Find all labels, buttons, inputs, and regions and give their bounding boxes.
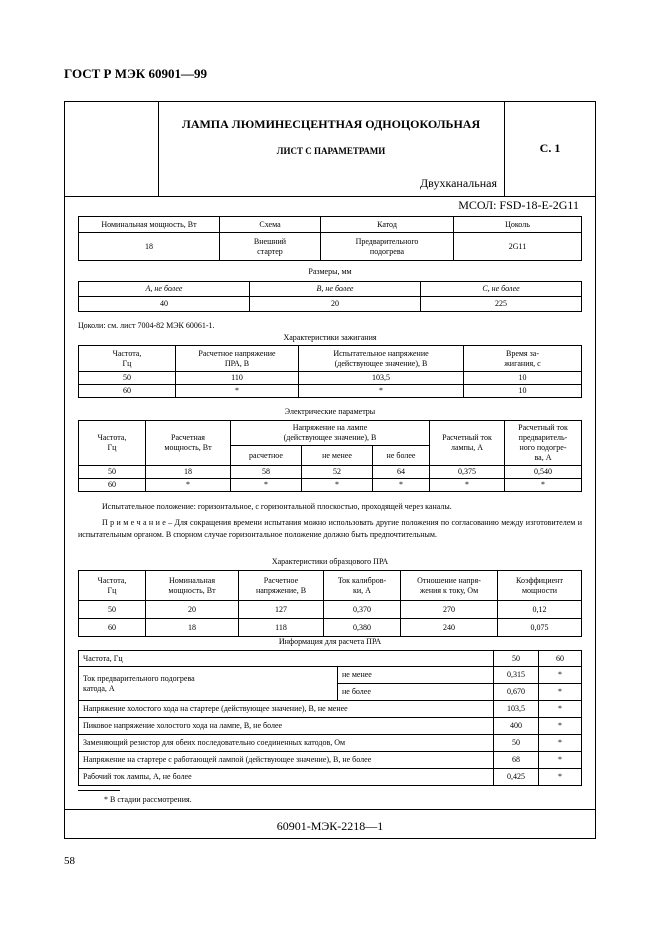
td-rb-60-voltage: 118 xyxy=(239,619,324,637)
td-ign-50-test: 103,5 xyxy=(299,372,464,385)
td-cathode: Предварительного подогрева xyxy=(321,233,454,261)
info-row-resistor-50: 50 xyxy=(494,735,539,752)
td-rb-60-pf: 0,075 xyxy=(498,619,582,637)
info-label: Информация для расчета ПРА xyxy=(278,637,382,646)
info-preheat-min-60: * xyxy=(539,667,582,684)
info-row-starter-run-50: 68 xyxy=(494,752,539,769)
info-preheat-label: Ток предварительного подогрева катода, А xyxy=(79,667,338,701)
lamp-title: ЛАМПА ЛЮМИНЕСЦЕНТНАЯ ОДНОЦОКОЛЬНАЯ xyxy=(181,117,481,131)
th-el-max: не более xyxy=(373,446,430,466)
th-rb-freq: Частота, Гц xyxy=(79,571,146,601)
td-el-50-power: 18 xyxy=(146,466,231,479)
td-dim-b: 20 xyxy=(250,297,421,312)
info-table xyxy=(78,650,582,786)
td-ign-50-freq: 50 xyxy=(79,372,176,385)
td-ign-50-time: 10 xyxy=(464,372,582,385)
th-ign-freq: Частота, Гц xyxy=(79,346,176,372)
lamp-type-table xyxy=(78,216,582,261)
td-scheme: Внешний стартер xyxy=(220,233,321,261)
dims-table xyxy=(78,281,582,312)
th-scheme: Схема xyxy=(220,217,321,233)
td-el-60-max: * xyxy=(373,479,430,492)
th-ign-voltage: Расчетное напряжение ПРА, В xyxy=(176,346,299,372)
th-rb-current: Ток калибров- ки, А xyxy=(324,571,401,601)
electrical-label: Электрические параметры xyxy=(284,407,376,416)
td-el-50-min: 52 xyxy=(302,466,373,479)
ref-ballast-table xyxy=(78,570,582,637)
info-row-peak-50: 400 xyxy=(494,718,539,735)
info-freq-label: Частота, Гц xyxy=(79,651,494,667)
td-rb-50-freq: 50 xyxy=(79,601,146,619)
th-cathode: Катод xyxy=(321,217,454,233)
remark-note: П р и м е ч а н и е – Для сокращения времени испытания можно использовать другие положения по согласованию между изготовителем и испытательным органом. В спорном случае горизонтальное положение должно быть предпочтительным. xyxy=(78,518,582,539)
th-ign-time: Время за- жигания, с xyxy=(464,346,582,372)
th-el-freq: Частота, Гц xyxy=(79,421,146,466)
td-ign-50-voltage: 110 xyxy=(176,372,299,385)
msol-code: МСОЛ: FSD-18-E-2G11 xyxy=(458,198,579,212)
info-preheat-max-60: * xyxy=(539,684,582,701)
th-el-voltage: Напряжение на лампе (действующее значение), В xyxy=(231,421,430,446)
th-rb-power: Номинальная мощность, Вт xyxy=(146,571,239,601)
td-el-60-power: * xyxy=(146,479,231,492)
info-preheat-max-label: не более xyxy=(338,684,494,701)
th-ign-test: Испытательное напряжение (действующее значение), В xyxy=(299,346,464,372)
info-row-starter-oc-50: 103,5 xyxy=(494,701,539,718)
footer-code: 60901-МЭК-2218—1 xyxy=(276,819,384,833)
info-row-resistor-60: * xyxy=(539,735,582,752)
td-el-60-calc: * xyxy=(231,479,302,492)
td-el-60-min: * xyxy=(302,479,373,492)
th-rb-voltage: Расчетное напряжение, В xyxy=(239,571,324,601)
td-rb-50-current: 0,370 xyxy=(324,601,401,619)
test-position-note: Испытательное положение: горизонтальное, с горизонтальной плоскостью, проходящей через каналы. xyxy=(102,502,452,511)
th-dim-a: А, не более xyxy=(79,282,250,297)
td-ign-60-test: * xyxy=(299,385,464,398)
td-el-60-preheat: * xyxy=(505,479,582,492)
info-row-starter-oc-60: * xyxy=(539,701,582,718)
cap-note: Цоколи: см. лист 7004-82 МЭК 60061-1. xyxy=(78,321,215,330)
td-ign-60-time: 10 xyxy=(464,385,582,398)
info-freq-50: 50 xyxy=(494,651,539,667)
td-dim-c: 225 xyxy=(421,297,582,312)
electrical-table xyxy=(78,420,582,492)
info-row-starter-run-60: * xyxy=(539,752,582,769)
td-rb-50-ratio: 270 xyxy=(401,601,498,619)
th-el-current: Расчетный ток лампы, А xyxy=(430,421,505,466)
th-rb-ratio: Отношение напря- жения к току, Ом xyxy=(401,571,498,601)
info-row-current-60: * xyxy=(539,769,582,786)
info-row-starter-run-label: Напряжение на стартере с работающей лампой (действующее значение), В, не более xyxy=(79,752,494,769)
standard-header: ГОСТ Р МЭК 60901—99 xyxy=(64,66,207,81)
info-row-peak-60: * xyxy=(539,718,582,735)
info-row-resistor-label: Заменяющий резистор для обеих последовательно соединенных катодов, Ом xyxy=(79,735,494,752)
footer-divider xyxy=(64,809,596,810)
td-el-50-preheat: 0,540 xyxy=(505,466,582,479)
td-dim-a: 40 xyxy=(79,297,250,312)
footnote-rule xyxy=(78,790,120,791)
td-rb-60-current: 0,380 xyxy=(324,619,401,637)
th-el-power: Расчетная мощность, Вт xyxy=(146,421,231,466)
info-row-current-50: 0,425 xyxy=(494,769,539,786)
td-rb-50-power: 20 xyxy=(146,601,239,619)
ignition-table xyxy=(78,345,582,398)
td-ign-60-voltage: * xyxy=(176,385,299,398)
info-freq-60: 60 xyxy=(539,651,582,667)
th-rb-pf: Коэффициент мощности xyxy=(498,571,582,601)
td-el-50-current: 0,375 xyxy=(430,466,505,479)
sheet-number: С. 1 xyxy=(539,141,561,155)
td-rb-60-ratio: 240 xyxy=(401,619,498,637)
td-rb-60-freq: 60 xyxy=(79,619,146,637)
td-power: 18 xyxy=(79,233,220,261)
th-el-calc: расчетное xyxy=(231,446,302,466)
td-el-50-calc: 58 xyxy=(231,466,302,479)
td-el-50-freq: 50 xyxy=(79,466,146,479)
info-row-starter-oc-label: Напряжение холостого хода на стартере (действующее значение), В, не менее xyxy=(79,701,494,718)
ref-ballast-label: Характеристики образцового ПРА xyxy=(271,557,389,566)
title-divider-bottom xyxy=(64,196,596,197)
td-rb-60-power: 18 xyxy=(146,619,239,637)
th-dim-c: С, не более xyxy=(421,282,582,297)
td-el-50-max: 64 xyxy=(373,466,430,479)
th-dim-b: В, не более xyxy=(250,282,421,297)
td-ign-60-freq: 60 xyxy=(79,385,176,398)
dims-label: Размеры, мм xyxy=(308,267,352,276)
td-rb-50-voltage: 127 xyxy=(239,601,324,619)
td-cap: 2G11 xyxy=(454,233,582,261)
footnote: * В стадии рассмотрения. xyxy=(104,795,192,804)
ignition-label: Характеристики зажигания xyxy=(283,333,377,342)
info-preheat-max-50: 0,670 xyxy=(494,684,539,701)
td-rb-50-pf: 0,12 xyxy=(498,601,582,619)
info-row-current-label: Рабочий ток лампы, А, не более xyxy=(79,769,494,786)
page-number: 58 xyxy=(64,855,75,867)
td-el-60-current: * xyxy=(430,479,505,492)
info-row-peak-label: Пиковое напряжение холостого хода на лампе, В, не более xyxy=(79,718,494,735)
sheet-subtitle: ЛИСТ С ПАРАМЕТРАМИ xyxy=(276,146,386,156)
th-el-preheat: Расчетный ток предваритель- ного подогре- ва, А xyxy=(505,421,582,466)
info-preheat-min-label: не менее xyxy=(338,667,494,684)
th-cap: Цоколь xyxy=(454,217,582,233)
th-el-min: не менее xyxy=(302,446,373,466)
info-preheat-min-50: 0,315 xyxy=(494,667,539,684)
th-power: Номинальная мощность, Вт xyxy=(79,217,220,233)
lamp-subtype: Двухканальная xyxy=(420,176,497,190)
td-el-60-freq: 60 xyxy=(79,479,146,492)
